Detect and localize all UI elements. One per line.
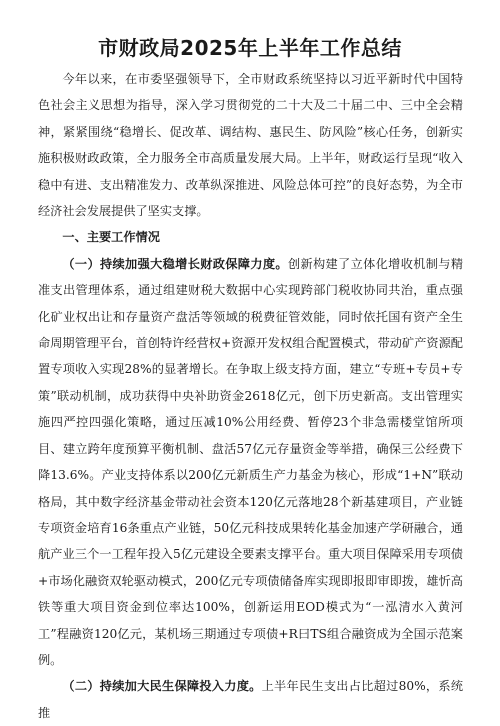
item-1-lead: （一）持续加强大稳增长财政保障力度。 [62, 256, 288, 271]
document-title: 市财政局2025年上半年工作总结 [98, 36, 402, 60]
document-body [38, 66, 463, 726]
intro-paragraph: 今年以来，在市委坚强领导下，全市财政系统坚持以习近平新时代中国特色社会主义思想为指导，深入学习贯彻党的二十大及二十届二中、三中全会精神，紧紧围绕“稳增长、促改革、调结构、惠民生、防风险”核心任务，创新实施积极财政政策，全力服务全市高质量发展大局。上半年，财政运行呈现“收入稳中有进、支出精准发力、改革纵深推进、风险总体可控”的良好态势，为全市经济社会发展提供了坚实支撑。 [38, 72, 463, 219]
item-1-paragraph [38, 251, 463, 674]
item-2-lead: （二）持续加大民生保障投入力度。 [62, 679, 262, 694]
item-2-text: 上半年民生支出占比超过80%，系统推 [38, 679, 464, 720]
item-2-paragraph [38, 673, 463, 726]
section-heading: 一、主要工作情况 [62, 230, 160, 245]
item-1-text: 创新构建了立体化增收机制与精准支出管理体系，通过组建财税大数据中心实现跨部门税收协同共治，重点强化矿业权出让和存量资产盘活等领域的税费征管效能，同时依托国有资产全生命周期管理平台，首创特许经营权+资源开发权组合配置模式，带动矿产资源配置专项收入实现28%的显著增长。在争取上级支持方面，建立“专班+专员+专策”联动机制，成功获得中央补助资金2618亿元，创下历史新高。支出管理实施四严控四强化策略，通过压减10%公用经费、暂停23个非急需楼堂馆所项目、建立跨年度预算平衡机制、盘活57亿元存量资金等举措，确保三公经费下降13.6%。产业支持体系以200亿元新质生产力基金为核心，形成“1+N”联动格局，其中数字经济基金带动社会资本120亿元落地28个新基建项目，产业链专项资金培育16条重点产业链，50亿元科技成果转化基金加速产学研融合，通航产业三个一工程年投入5亿元建设全要素支撑平台。重大项目保障采用专项债+市场化融资双轮驱动模式，200亿元专项债储备库实现即报即审即拨，雄忻高铁等重大项目资金到位率达100%，创新运用EOD模式为“一泓清水入黄河工”程融资120亿元，某机场三期通过专项债+R曰TS组合融资成为全国示范案例。 [38, 256, 464, 667]
